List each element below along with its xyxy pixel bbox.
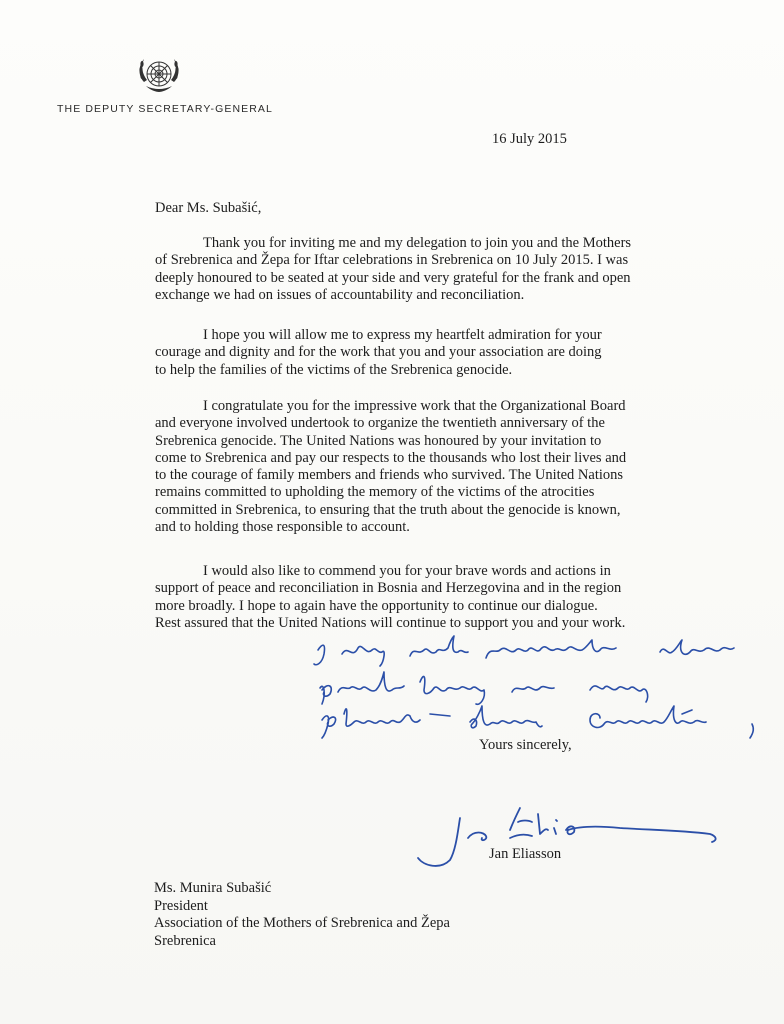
- paragraph-line: to the courage of family members and friends who survived. The United Nations: [155, 467, 624, 484]
- paragraph-line: come to Srebrenica and pay our respects to the thousands who lost their lives and: [155, 449, 627, 466]
- paragraph-line: remains committed to upholding the memory of the victims of the atrocities: [155, 484, 595, 501]
- un-emblem-icon: [130, 52, 188, 100]
- paragraph-line: committed in Srebrenica, to ensuring that the truth about the genocide is known,: [155, 501, 621, 518]
- letter-date: 16 July 2015: [492, 131, 567, 147]
- signer-name: Jan Eliasson: [489, 846, 562, 862]
- recipient-name: Ms. Munira Subašić: [154, 880, 272, 896]
- recipient-address: [154, 880, 450, 950]
- paragraph-line: courage and dignity and for the work that you and your association are doing: [155, 344, 602, 361]
- paragraph-line: and to holding those responsible to account.: [155, 519, 410, 536]
- paragraph-3: [155, 398, 670, 536]
- paragraph-line: deeply honoured to be seated at your side and very grateful for the frank and open: [155, 269, 631, 286]
- paragraph-line: Rest assured that the United Nations will continue to support you and your work.: [155, 614, 626, 631]
- paragraph-line: and everyone involved undertook to organize the twentieth anniversary of the: [155, 415, 605, 432]
- paragraph-line: of Srebrenica and Žepa for Iftar celebrations in Srebrenica on 10 July 2015. I was: [155, 252, 629, 269]
- signature: [410, 800, 730, 875]
- paragraph-4: [155, 563, 670, 632]
- recipient-position: President: [154, 897, 208, 914]
- paragraph-line: exchange we had on issues of accountability and reconciliation.: [155, 286, 525, 303]
- recipient-city: Srebrenica: [154, 932, 216, 949]
- handwritten-note: [300, 632, 770, 747]
- paragraph-line: I congratulate you for the impressive work that the Organizational Board: [203, 398, 626, 414]
- paragraph-line: more broadly. I hope to again have the opportunity to continue our dialogue.: [155, 597, 598, 614]
- letterhead-title: THE DEPUTY SECRETARY-GENERAL: [57, 103, 273, 115]
- paragraph-line: to help the families of the victims of the Srebrenica genocide.: [155, 361, 513, 378]
- paragraph-line: support of peace and reconciliation in Bosnia and Herzegovina and in the region: [155, 580, 622, 597]
- closing: Yours sincerely,: [479, 737, 572, 753]
- paragraph-line: I would also like to commend you for your brave words and actions in: [203, 563, 611, 579]
- paragraph-2: [155, 327, 670, 379]
- paragraph-line: Thank you for inviting me and my delegation to join you and the Mothers: [203, 235, 632, 251]
- paragraph-line: I hope you will allow me to express my heartfelt admiration for your: [203, 327, 602, 343]
- paragraph-1: [155, 235, 670, 304]
- recipient-organization: Association of the Mothers of Srebrenica and Žepa: [154, 915, 450, 931]
- salutation: Dear Ms. Subašić,: [155, 200, 262, 216]
- paragraph-line: Srebrenica genocide. The United Nations was honoured by your invitation to: [155, 432, 602, 449]
